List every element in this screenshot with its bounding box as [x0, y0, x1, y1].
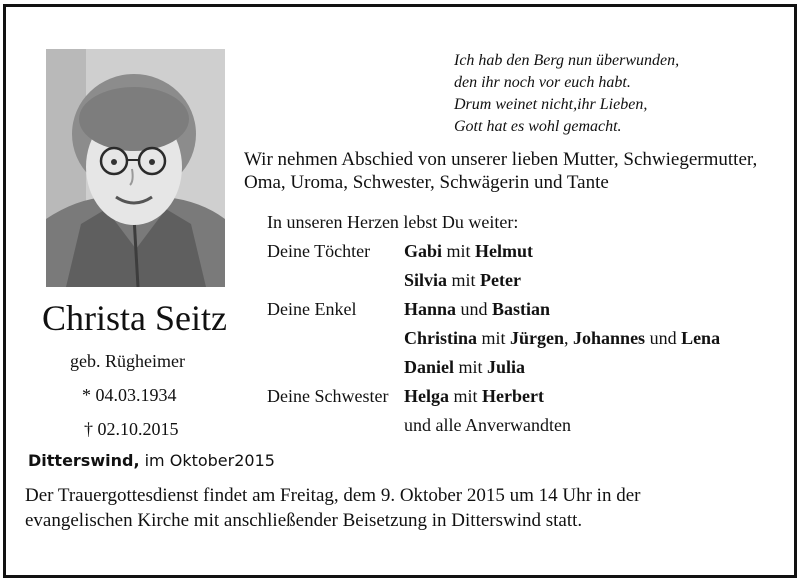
mourner-name: Helmut — [475, 241, 534, 261]
footer-line: evangelischen Kirche mit anschließender Beisetzung in Ditterswind statt. — [25, 510, 583, 531]
intro-line: Wir nehmen Abschied von unserer lieben Mutter, Schwiegermutter, — [244, 149, 758, 170]
mourner-name: Johannes — [573, 328, 646, 348]
grandchildren-row-2 — [404, 328, 720, 349]
death-date: † 02.10.2015 — [84, 419, 179, 439]
portrait-illustration — [46, 49, 225, 287]
daughters-row-1 — [404, 241, 533, 262]
relatives-line: und alle Anverwandten — [404, 415, 571, 435]
mourner-name: Peter — [480, 270, 521, 290]
mourners-heading: In unseren Herzen lebst Du weiter: — [267, 212, 519, 232]
mourner-name: Herbert — [482, 386, 544, 406]
sister-label: Deine Schwester — [267, 386, 389, 406]
mourner-name: Bastian — [492, 299, 551, 319]
connector: mit — [458, 357, 483, 377]
poem-line: den ihr noch vor euch habt. — [454, 74, 631, 91]
maiden-name: geb. Rügheimer — [70, 351, 185, 371]
footer-line: Der Trauergottesdienst findet am Freitag, dem 9. Oktober 2015 um 14 Uhr in der — [25, 485, 641, 506]
mourner-name: Julia — [487, 357, 526, 377]
poem — [454, 50, 679, 138]
sister-row — [404, 386, 544, 407]
intro-line: Oma, Uroma, Schwester, Schwägerin und Tante — [244, 172, 609, 193]
mourner-name: Hanna — [404, 299, 457, 319]
daughters-row-2 — [404, 270, 521, 291]
date: im Oktober2015 — [144, 451, 275, 470]
grandchildren-row-1 — [404, 299, 550, 320]
mourner-name: Christina — [404, 328, 478, 348]
mourner-name: Daniel — [404, 357, 455, 377]
mourner-name: Jürgen — [510, 328, 565, 348]
poem-line: Ich hab den Berg nun überwunden, — [454, 52, 680, 69]
connector: mit — [453, 386, 478, 406]
poem-line: Drum weinet nicht,ihr Lieben, — [454, 96, 648, 113]
mourner-name: Helga — [404, 386, 449, 406]
separator: , — [564, 328, 569, 348]
grandchildren-row-3 — [404, 357, 525, 378]
intro-text — [244, 148, 757, 194]
funeral-service-text — [25, 483, 640, 533]
mourner-name: Gabi — [404, 241, 443, 261]
connector: mit — [446, 241, 471, 261]
daughters-label: Deine Töchter — [267, 241, 371, 261]
portrait-photo — [46, 49, 225, 287]
mourner-name: Lena — [681, 328, 721, 348]
connector: und — [649, 328, 677, 348]
poem-line: Gott hat es wohl gemacht. — [454, 118, 622, 135]
grandchildren-label: Deine Enkel — [267, 299, 357, 319]
place-date — [28, 451, 275, 470]
connector: mit — [481, 328, 506, 348]
town: Ditterswind, — [28, 451, 140, 470]
mourner-name: Silvia — [404, 270, 448, 290]
deceased-name: Christa Seitz — [42, 298, 227, 338]
connector: und — [460, 299, 488, 319]
connector: mit — [451, 270, 476, 290]
birth-date: * 04.03.1934 — [82, 385, 177, 405]
